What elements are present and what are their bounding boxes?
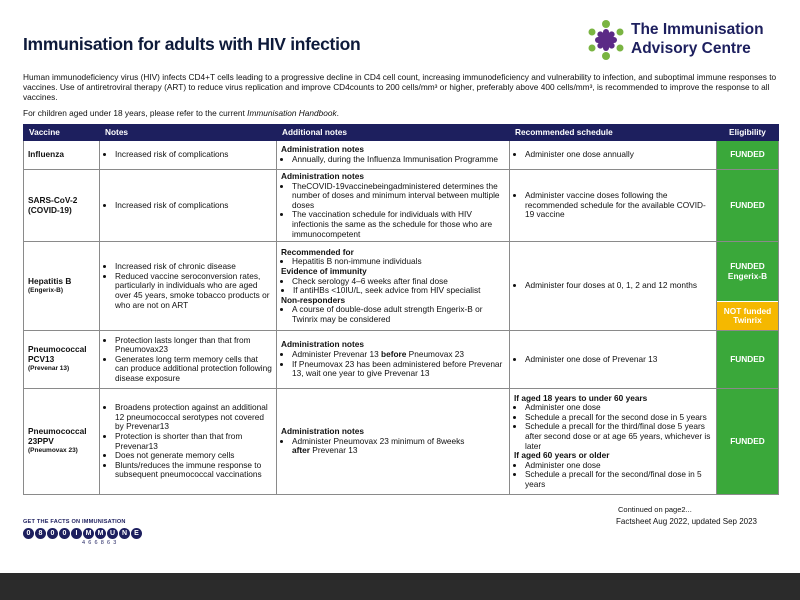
list-item: • Administer one dose bbox=[525, 461, 712, 471]
header-vaccine: Vaccine bbox=[24, 125, 100, 141]
get-facts-label: GET THE FACTS ON IMMUNISATION bbox=[23, 519, 126, 525]
list-item: • Protection is shorter than that from Prevenar13 bbox=[115, 432, 272, 451]
funded-brand: Engerix-B bbox=[727, 270, 768, 281]
note-emphasis: before bbox=[381, 349, 407, 360]
table-row bbox=[24, 331, 779, 389]
logo-line1: The Immunisation bbox=[631, 21, 764, 38]
phone-number bbox=[23, 528, 142, 539]
section-heading: Administration notes bbox=[281, 144, 364, 155]
note-text: Pneumovax 23 bbox=[406, 349, 465, 360]
factsheet-date: Factsheet Aug 2022, updated Sep 2023 bbox=[616, 517, 758, 526]
logo-text bbox=[631, 20, 764, 58]
list-item: • Administer four doses at 0, 1, 2 and 12 months bbox=[525, 281, 712, 291]
list-item: • If Pneumovax 23 has been administered before Prevenar 13, wait one year to give Prevenar 13 bbox=[292, 360, 505, 379]
list-item: • A course of double-dose adult strength Engerix-B or Twinrix may be considered bbox=[292, 305, 505, 324]
eligibility-badge: FUNDED bbox=[717, 170, 779, 242]
note-text: Administer Prevenar 13 bbox=[292, 349, 382, 360]
list-item: • Broadens protection against an additional 12 pneumococcal serotypes not covered by Prevenar13 bbox=[115, 403, 272, 432]
header-schedule: Recommended schedule bbox=[510, 125, 717, 141]
additional-notes-cell bbox=[277, 389, 510, 495]
vaccine-name bbox=[24, 331, 100, 389]
note-text: Prevenar 13 bbox=[309, 445, 358, 456]
list-item: • Protection lasts longer than that from Pneumovax23 bbox=[115, 336, 272, 355]
schedule-cell bbox=[510, 331, 717, 389]
phone-char: N bbox=[119, 528, 130, 539]
phone-char: 0 bbox=[23, 528, 34, 539]
list-item: • Administer vaccine doses following the recommended schedule for the available COVID-19 vaccine bbox=[525, 191, 712, 220]
vaccine-label: Pneumococcal PCV13 bbox=[28, 344, 87, 364]
handbook-note-text: For children aged under 18 years, please refer to the current bbox=[23, 108, 248, 118]
notes-cell bbox=[100, 242, 277, 331]
list-item: • The vaccination schedule for individuals with HIV infectionis the same as the schedule for those who are immunocompetent bbox=[292, 210, 505, 239]
section-heading: If aged 18 years to under 60 years bbox=[514, 392, 648, 403]
table-row bbox=[24, 141, 779, 170]
brand-name: (Pneumovax 23) bbox=[28, 447, 78, 455]
phone-char: M bbox=[95, 528, 106, 539]
list-item: • Reduced vaccine seroconversion rates, particularly in individuals who are aged over 45 years, smoke tobacco products or who are not on ART bbox=[115, 272, 272, 310]
phone-char: 8 bbox=[35, 528, 46, 539]
phone-char: M bbox=[83, 528, 94, 539]
list-item: • Administer one dose annually bbox=[525, 150, 712, 160]
vaccine-label: Hepatitis B bbox=[28, 275, 72, 286]
logo bbox=[584, 18, 784, 66]
vaccine-label: Pneumococcal 23PPV bbox=[28, 426, 87, 446]
handbook-note-end: . bbox=[336, 108, 339, 118]
notes-cell bbox=[100, 170, 277, 242]
additional-notes-cell bbox=[277, 331, 510, 389]
schedule-cell bbox=[510, 389, 717, 495]
not-funded-badge bbox=[717, 302, 778, 330]
schedule-cell bbox=[510, 242, 717, 331]
table-row bbox=[24, 389, 779, 495]
page-title: Immunisation for adults with HIV infection bbox=[23, 34, 361, 54]
logo-icon bbox=[584, 18, 628, 62]
list-item: • Annually, during the Influenza Immunisation Programme bbox=[292, 155, 505, 165]
funded-label: FUNDED bbox=[730, 261, 765, 272]
header-additional-notes: Additional notes bbox=[277, 125, 510, 141]
notes-cell bbox=[100, 389, 277, 495]
phone-char: E bbox=[131, 528, 142, 539]
table-header-row bbox=[24, 125, 779, 141]
continued-note: Continued on page2... bbox=[618, 505, 692, 514]
handbook-title: Immunisation Handbook bbox=[247, 108, 337, 118]
list-item: • Schedule a precall for the third/final dose 5 years after second dose or at age 65 years, whichever is later bbox=[525, 422, 712, 451]
list-item: • If antiHBs <10IU/L, seek advice from HIV specialist bbox=[293, 286, 505, 296]
handbook-note bbox=[23, 108, 339, 118]
section-heading: Administration notes bbox=[281, 339, 364, 350]
list-item: • Schedule a precall for the second dose in 5 years bbox=[525, 413, 712, 423]
additional-notes-cell bbox=[277, 242, 510, 331]
list-item: • Check serology 4–6 weeks after final dose bbox=[292, 277, 505, 287]
list-item: • Hepatitis B non-immune individuals bbox=[292, 257, 505, 267]
not-funded-brand: Twinrix bbox=[733, 315, 762, 326]
list-item: • TheCOVID-19vaccinebeingadministered determines the number of doses and minimum interval between multiple doses bbox=[292, 182, 505, 211]
logo-line2: Advisory Centre bbox=[631, 40, 751, 57]
bottom-bar bbox=[0, 573, 800, 600]
not-funded-label: NOT funded bbox=[723, 305, 772, 316]
section-heading: Recommended for bbox=[281, 246, 354, 257]
header-eligibility: Eligibility bbox=[717, 125, 779, 141]
section-heading: Administration notes bbox=[281, 426, 364, 437]
table-row bbox=[24, 242, 779, 331]
eligibility-cell bbox=[717, 242, 779, 331]
phone-char: 0 bbox=[59, 528, 70, 539]
header-notes: Notes bbox=[100, 125, 277, 141]
list-item: • Increased risk of complications bbox=[115, 150, 272, 160]
list-item: • Increased risk of chronic disease bbox=[115, 262, 272, 272]
phone-char: I bbox=[71, 528, 82, 539]
section-heading: Administration notes bbox=[281, 171, 364, 181]
list-item: • Does not generate memory cells bbox=[115, 451, 272, 461]
section-heading: Non-responders bbox=[281, 294, 346, 305]
list-item: • Administer one dose bbox=[525, 403, 712, 413]
vaccine-name: SARS-CoV-2 (COVID-19) bbox=[24, 170, 100, 242]
eligibility-badge: FUNDED bbox=[717, 141, 779, 170]
list-item: • Administer one dose of Prevenar 13 bbox=[525, 355, 712, 365]
vaccine-table bbox=[23, 124, 779, 495]
list-item: • Blunts/reduces the immune response to subsequent pneumococcal vaccinations bbox=[115, 461, 272, 480]
notes-cell bbox=[100, 141, 277, 170]
phone-char: 0 bbox=[47, 528, 58, 539]
additional-notes-cell bbox=[277, 170, 510, 242]
list-item bbox=[292, 437, 505, 456]
note-emphasis: after bbox=[292, 445, 310, 456]
eligibility-badge: FUNDED bbox=[717, 331, 779, 389]
note-text: Administer Pneumovax 23 minimum of 8weeks bbox=[292, 435, 465, 446]
list-item: • Generates long term memory cells that can produce additional protection following disease exposure bbox=[115, 355, 272, 384]
brand-name: (Prevenar 13) bbox=[28, 365, 70, 373]
eligibility-badge bbox=[717, 242, 778, 302]
list-item: • Schedule a precall for the second/final dose in 5 years bbox=[525, 470, 712, 489]
section-heading: If aged 60 years or older bbox=[514, 450, 610, 461]
vaccine-name bbox=[24, 389, 100, 495]
vaccine-name: Influenza bbox=[24, 141, 100, 170]
schedule-cell bbox=[510, 141, 717, 170]
brand-name: (Engerix-B) bbox=[28, 287, 64, 295]
vaccine-name bbox=[24, 242, 100, 331]
list-item: • Increased risk of complications bbox=[115, 201, 272, 211]
intro-paragraph: Human immunodeficiency virus (HIV) infects CD4+T cells leading to a progressive decline in CD4 cell count, increasing immunodeficiency and vulnerability to infection, and suboptimal immune responses to vaccines. Use of antiretroviral therapy (ART) to reduce virus replication and improve CD4counts to 200 cells/mm³ or higher, preferably above 400 cells/mm³, is recommended to improve the response to all vaccines. bbox=[23, 72, 777, 103]
section-heading: Evidence of immunity bbox=[281, 265, 367, 276]
phone-char: U bbox=[107, 528, 118, 539]
eligibility-badge: FUNDED bbox=[717, 389, 779, 495]
additional-notes-cell bbox=[277, 141, 510, 170]
table-row bbox=[24, 170, 779, 242]
schedule-cell bbox=[510, 170, 717, 242]
phone-digits: 466863 bbox=[82, 540, 120, 546]
notes-cell bbox=[100, 331, 277, 389]
